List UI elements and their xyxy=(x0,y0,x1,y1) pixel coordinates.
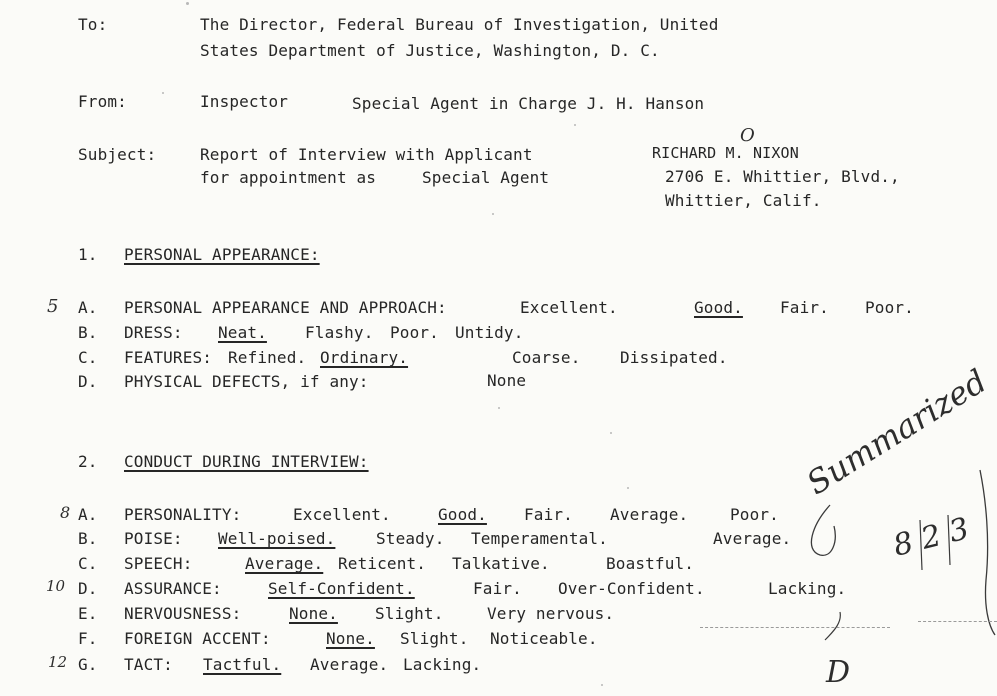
item-1a-option: Poor. xyxy=(865,298,914,317)
item-2e-option-selected: None. xyxy=(289,604,338,623)
item-2a-option: Poor. xyxy=(730,505,779,524)
item-1d-letter: D. xyxy=(78,372,98,391)
item-1c-option: Coarse. xyxy=(512,348,581,367)
item-2d-option: Over-Confident. xyxy=(558,579,705,598)
from-label: From: xyxy=(78,92,127,111)
item-1d-label: PHYSICAL DEFECTS, if any: xyxy=(124,372,369,391)
item-2g-option: Average. xyxy=(310,655,389,674)
item-2b-option: Steady. xyxy=(376,529,445,548)
item-2b-label: POISE: xyxy=(124,529,183,548)
faint-dashed-line xyxy=(700,627,890,628)
from-special-agent: Special Agent in Charge J. H. Hanson xyxy=(352,94,705,113)
to-line-1: The Director, Federal Bureau of Investigation, United xyxy=(200,15,719,34)
item-1b-option: Flashy. xyxy=(305,323,374,342)
item-2c-option-selected: Average. xyxy=(245,554,324,573)
to-label: To: xyxy=(78,15,108,34)
item-1a-option-selected: Good. xyxy=(694,298,743,317)
item-2f-option-selected: None. xyxy=(326,629,375,648)
item-1a-letter: A. xyxy=(78,298,98,317)
item-2b-letter: B. xyxy=(78,529,98,548)
item-2g-option-selected: Tactful. xyxy=(203,655,282,674)
handwriting-strokes xyxy=(790,430,997,696)
handwritten-signature: Summarized xyxy=(800,361,994,503)
paper-speck xyxy=(498,407,500,409)
subject-line-2-prefix: for appointment as xyxy=(200,168,377,187)
item-2f-option: Noticeable. xyxy=(490,629,598,648)
applicant-name: RICHARD M. NIXON xyxy=(652,144,799,162)
item-1c-option: Refined. xyxy=(228,348,307,367)
item-2e-letter: E. xyxy=(78,604,98,623)
item-1a-option: Excellent. xyxy=(520,298,618,317)
item-2g-label: TACT: xyxy=(124,655,173,674)
paper-speck xyxy=(492,213,494,215)
bracket-stroke xyxy=(980,470,995,635)
item-2d-letter: D. xyxy=(78,579,98,598)
item-2a-option: Fair. xyxy=(524,505,573,524)
section-2-number: 2. xyxy=(78,452,98,471)
section-1-number: 1. xyxy=(78,245,98,264)
item-1a-label: PERSONAL APPEARANCE AND APPROACH: xyxy=(124,298,447,317)
paper-speck xyxy=(186,2,189,5)
item-1c-label: FEATURES: xyxy=(124,348,213,367)
item-1c-letter: C. xyxy=(78,348,98,367)
item-1b-option-selected: Neat. xyxy=(218,323,267,342)
small-stroke xyxy=(825,612,840,640)
item-1a-option: Fair. xyxy=(780,298,829,317)
item-2g-option: Lacking. xyxy=(403,655,482,674)
paper-speck xyxy=(610,432,612,434)
item-2b-option-selected: Well-poised. xyxy=(218,529,336,548)
item-1c-option-selected: Ordinary. xyxy=(320,348,409,367)
item-2a-letter: A. xyxy=(78,505,98,524)
paper-speck xyxy=(601,684,603,686)
margin-score-2a: 8 xyxy=(60,503,71,522)
handwritten-initials: D xyxy=(826,655,851,690)
from-inspector: Inspector xyxy=(200,92,289,111)
item-2g-letter: G. xyxy=(78,655,98,674)
item-2c-option: Boastful. xyxy=(606,554,695,573)
faint-dashed-line xyxy=(918,621,997,622)
signature-loop-stroke xyxy=(811,505,835,555)
item-2c-option: Talkative. xyxy=(452,554,550,573)
item-2a-option: Average. xyxy=(610,505,689,524)
name-correction-mark: O xyxy=(740,125,755,146)
subject-label: Subject: xyxy=(78,145,157,164)
paper-speck xyxy=(574,124,576,126)
item-1b-letter: B. xyxy=(78,323,98,342)
item-1b-option: Untidy. xyxy=(455,323,524,342)
item-2c-option: Reticent. xyxy=(338,554,427,573)
item-2f-label: FOREIGN ACCENT: xyxy=(124,629,271,648)
item-2d-option: Lacking. xyxy=(768,579,847,598)
address-line-1: 2706 E. Whittier, Blvd., xyxy=(665,167,900,186)
item-2e-option: Very nervous. xyxy=(487,604,615,623)
item-2a-option-selected: Good. xyxy=(438,505,487,524)
section-2-title: CONDUCT DURING INTERVIEW: xyxy=(124,452,369,471)
item-2d-option-selected: Self-Confident. xyxy=(268,579,415,598)
margin-score-2g: 12 xyxy=(48,653,68,671)
item-2f-option: Slight. xyxy=(400,629,469,648)
item-2b-option: Average. xyxy=(713,529,792,548)
item-2e-option: Slight. xyxy=(375,604,444,623)
paper-speck xyxy=(162,92,164,94)
item-2c-letter: C. xyxy=(78,554,98,573)
item-1b-option: Poor. xyxy=(390,323,439,342)
section-1-title: PERSONAL APPEARANCE: xyxy=(124,245,320,264)
subject-line-2-suffix: Special Agent xyxy=(422,168,550,187)
date-divider-stroke xyxy=(948,515,950,565)
subject-line-1: Report of Interview with Applicant xyxy=(200,145,533,164)
item-1c-option: Dissipated. xyxy=(620,348,728,367)
to-line-2: States Department of Justice, Washington, D. C. xyxy=(200,41,660,60)
margin-score-2d: 10 xyxy=(46,577,66,595)
address-line-2: Whittier, Calif. xyxy=(665,191,822,210)
handwritten-date: 8 2 3 xyxy=(889,511,973,564)
item-2d-option: Fair. xyxy=(473,579,522,598)
item-2a-label: PERSONALITY: xyxy=(124,505,242,524)
item-1d-value: None xyxy=(487,371,527,390)
item-1b-label: DRESS: xyxy=(124,323,183,342)
item-2d-label: ASSURANCE: xyxy=(124,579,222,598)
item-2e-label: NERVOUSNESS: xyxy=(124,604,242,623)
item-2b-option: Temperamental. xyxy=(471,529,608,548)
date-divider-stroke xyxy=(920,520,922,570)
paper-speck xyxy=(627,487,629,489)
item-2c-label: SPEECH: xyxy=(124,554,193,573)
margin-score-1a: 5 xyxy=(47,296,59,317)
item-2f-letter: F. xyxy=(78,629,98,648)
item-2a-option: Excellent. xyxy=(293,505,391,524)
